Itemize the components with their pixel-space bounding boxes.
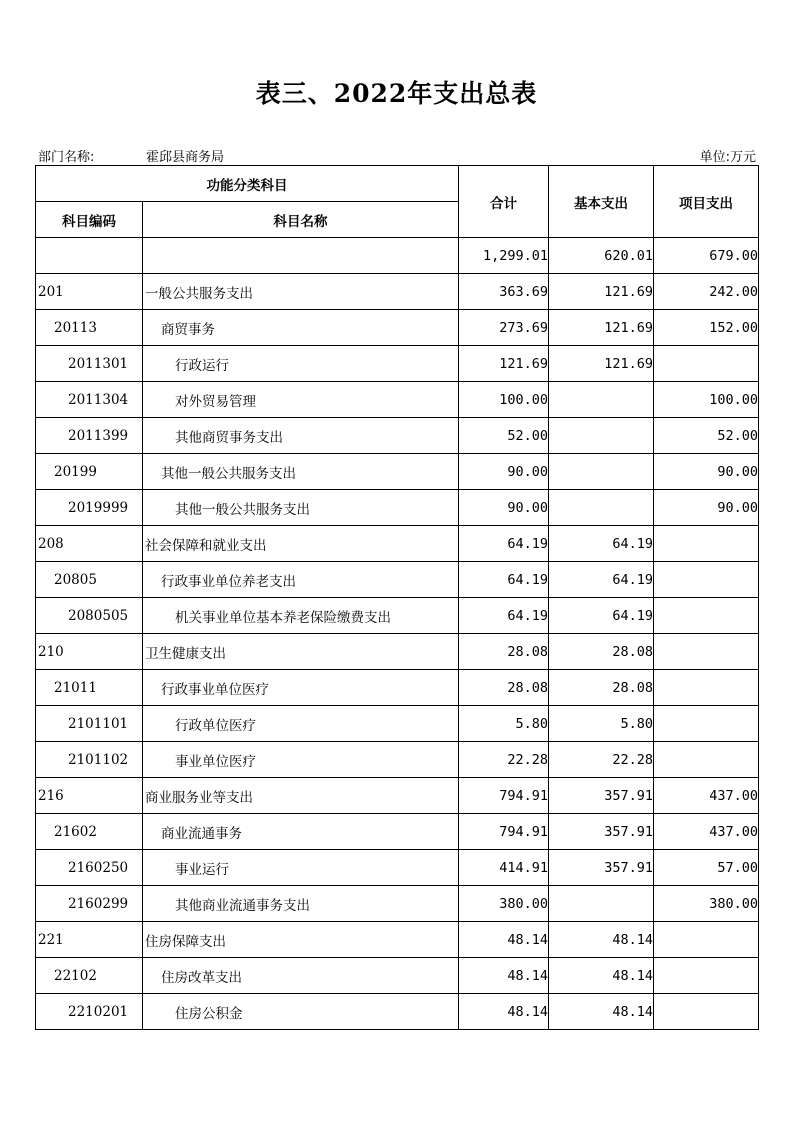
- row-total: 64.19: [459, 598, 549, 634]
- table-row: [36, 382, 759, 418]
- row-name: 卫生健康支出: [143, 634, 459, 670]
- row-code: 2080505: [36, 598, 143, 634]
- row-project: 90.00: [654, 454, 759, 490]
- row-basic: 28.08: [549, 670, 654, 706]
- row-project: [654, 346, 759, 382]
- table-row: [36, 346, 759, 382]
- row-name: 住房保障支出: [143, 922, 459, 958]
- row-basic: 64.19: [549, 598, 654, 634]
- row-name: 机关事业单位基本养老保险缴费支出: [143, 598, 459, 634]
- row-basic: 357.91: [549, 778, 654, 814]
- unit-label: 单位:万元: [699, 150, 756, 165]
- row-project: 52.00: [654, 418, 759, 454]
- dept-value: 霍邱县商务局: [146, 150, 225, 165]
- header-total: 合计: [459, 166, 549, 238]
- table-row: [36, 922, 759, 958]
- row-total: 794.91: [459, 778, 549, 814]
- row-basic: [549, 418, 654, 454]
- row-total: 28.08: [459, 634, 549, 670]
- row-project: 152.00: [654, 310, 759, 346]
- row-name: 行政事业单位医疗: [143, 670, 459, 706]
- row-name: 行政运行: [143, 346, 459, 382]
- row-code: 2101102: [36, 742, 143, 778]
- row-project: [654, 526, 759, 562]
- row-code: 20113: [36, 310, 143, 346]
- row-total: 5.80: [459, 706, 549, 742]
- row-total: 273.69: [459, 310, 549, 346]
- header-group: 功能分类科目: [36, 166, 459, 202]
- header-name: 科目名称: [143, 202, 459, 238]
- row-code: 201: [36, 274, 143, 310]
- row-project: [654, 670, 759, 706]
- row-code: 2011301: [36, 346, 143, 382]
- table-row: [36, 850, 759, 886]
- row-basic: [549, 886, 654, 922]
- table-row: [36, 454, 759, 490]
- row-code: 2101101: [36, 706, 143, 742]
- row-code: 208: [36, 526, 143, 562]
- row-name: [143, 238, 459, 274]
- row-name: 其他一般公共服务支出: [143, 454, 459, 490]
- row-name: 住房改革支出: [143, 958, 459, 994]
- row-project: [654, 958, 759, 994]
- row-project: 679.00: [654, 238, 759, 274]
- table-row: [36, 670, 759, 706]
- row-project: [654, 706, 759, 742]
- row-basic: [549, 454, 654, 490]
- page-title: 表三、2022年支出总表: [255, 79, 538, 108]
- row-basic: [549, 382, 654, 418]
- row-code: [36, 238, 143, 274]
- row-basic: 64.19: [549, 562, 654, 598]
- table-row: [36, 706, 759, 742]
- row-code: 2011399: [36, 418, 143, 454]
- row-project: [654, 742, 759, 778]
- row-basic: 22.28: [549, 742, 654, 778]
- row-total: 363.69: [459, 274, 549, 310]
- table-row: [36, 778, 759, 814]
- row-project: [654, 634, 759, 670]
- row-code: 20805: [36, 562, 143, 598]
- row-basic: 48.14: [549, 922, 654, 958]
- dept-label: 部门名称:: [38, 150, 95, 165]
- row-project: 90.00: [654, 490, 759, 526]
- row-code: 2160250: [36, 850, 143, 886]
- row-total: 380.00: [459, 886, 549, 922]
- row-code: 216: [36, 778, 143, 814]
- row-code: 22102: [36, 958, 143, 994]
- table-row: [36, 418, 759, 454]
- row-total: 414.91: [459, 850, 549, 886]
- row-basic: 64.19: [549, 526, 654, 562]
- header-code: 科目编码: [36, 202, 143, 238]
- row-basic: 121.69: [549, 274, 654, 310]
- header-basic: 基本支出: [549, 166, 654, 238]
- table-row: [36, 742, 759, 778]
- row-code: 21602: [36, 814, 143, 850]
- row-name: 其他一般公共服务支出: [143, 490, 459, 526]
- table-row: [36, 994, 759, 1030]
- row-name: 行政事业单位养老支出: [143, 562, 459, 598]
- row-name: 一般公共服务支出: [143, 274, 459, 310]
- row-code: 210: [36, 634, 143, 670]
- row-name: 行政单位医疗: [143, 706, 459, 742]
- row-total: 121.69: [459, 346, 549, 382]
- expenditure-table: [35, 165, 759, 1030]
- row-total: 48.14: [459, 994, 549, 1030]
- row-total: 48.14: [459, 958, 549, 994]
- table-row: [36, 562, 759, 598]
- row-project: [654, 598, 759, 634]
- row-project: 380.00: [654, 886, 759, 922]
- row-project: 437.00: [654, 814, 759, 850]
- table-row: [36, 886, 759, 922]
- row-basic: 28.08: [549, 634, 654, 670]
- row-total: 64.19: [459, 562, 549, 598]
- table-row: [36, 634, 759, 670]
- row-total: 100.00: [459, 382, 549, 418]
- row-total: 48.14: [459, 922, 549, 958]
- row-basic: 620.01: [549, 238, 654, 274]
- row-name: 商贸事务: [143, 310, 459, 346]
- row-total: 90.00: [459, 454, 549, 490]
- row-name: 商业服务业等支出: [143, 778, 459, 814]
- row-project: [654, 922, 759, 958]
- table-body: [36, 238, 759, 1030]
- row-code: 2019999: [36, 490, 143, 526]
- row-project: 57.00: [654, 850, 759, 886]
- row-name: 事业单位医疗: [143, 742, 459, 778]
- row-name: 事业运行: [143, 850, 459, 886]
- row-project: 437.00: [654, 778, 759, 814]
- table-row: [36, 310, 759, 346]
- row-total: 1,299.01: [459, 238, 549, 274]
- row-total: 64.19: [459, 526, 549, 562]
- table-row: [36, 814, 759, 850]
- row-project: 100.00: [654, 382, 759, 418]
- row-basic: 357.91: [549, 850, 654, 886]
- row-name: 商业流通事务: [143, 814, 459, 850]
- row-name: 对外贸易管理: [143, 382, 459, 418]
- row-code: 2160299: [36, 886, 143, 922]
- table-row: [36, 274, 759, 310]
- row-code: 20199: [36, 454, 143, 490]
- table-row: [36, 490, 759, 526]
- row-total: 90.00: [459, 490, 549, 526]
- row-name: 社会保障和就业支出: [143, 526, 459, 562]
- row-project: [654, 994, 759, 1030]
- table-row: [36, 598, 759, 634]
- row-total: 22.28: [459, 742, 549, 778]
- row-project: [654, 562, 759, 598]
- row-basic: 48.14: [549, 994, 654, 1030]
- row-name: 其他商贸事务支出: [143, 418, 459, 454]
- row-basic: 121.69: [549, 310, 654, 346]
- header-project: 项目支出: [654, 166, 759, 238]
- row-name: 其他商业流通事务支出: [143, 886, 459, 922]
- row-basic: 357.91: [549, 814, 654, 850]
- row-total: 794.91: [459, 814, 549, 850]
- row-code: 2210201: [36, 994, 143, 1030]
- table-row: [36, 526, 759, 562]
- row-project: 242.00: [654, 274, 759, 310]
- row-basic: 48.14: [549, 958, 654, 994]
- row-name: 住房公积金: [143, 994, 459, 1030]
- row-code: 2011304: [36, 382, 143, 418]
- row-total: 52.00: [459, 418, 549, 454]
- row-code: 21011: [36, 670, 143, 706]
- row-basic: 121.69: [549, 346, 654, 382]
- row-basic: 5.80: [549, 706, 654, 742]
- row-code: 221: [36, 922, 143, 958]
- row-basic: [549, 490, 654, 526]
- table-row: [36, 238, 759, 274]
- table-row: [36, 958, 759, 994]
- row-total: 28.08: [459, 670, 549, 706]
